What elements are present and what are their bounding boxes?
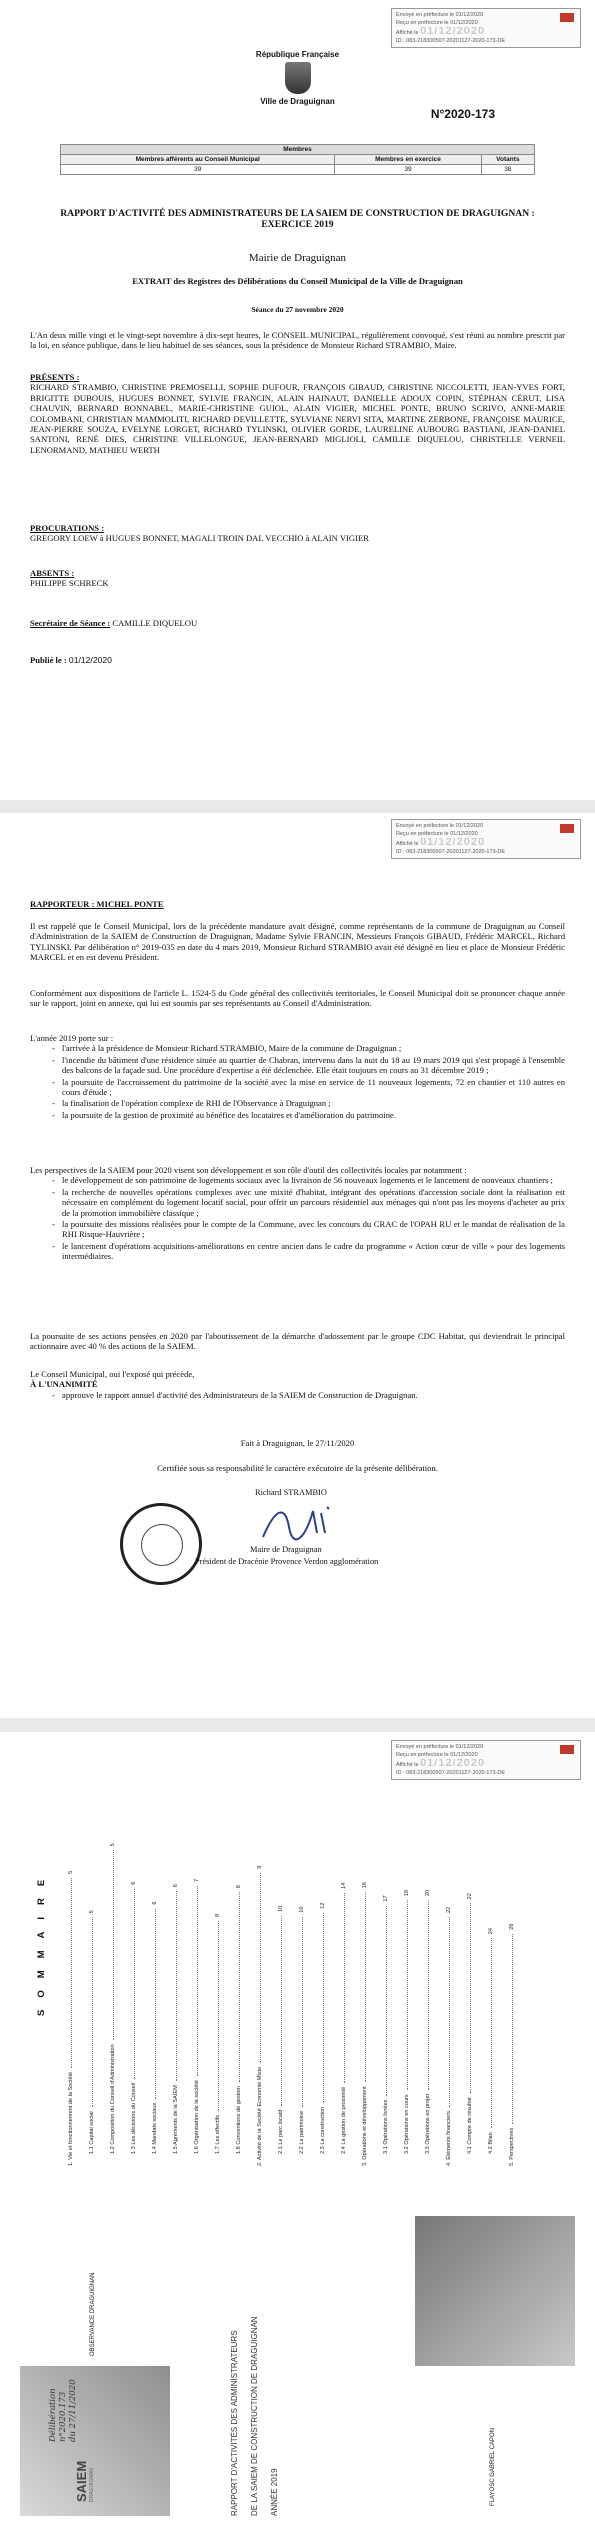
toc-page: 6 [152, 1901, 158, 1905]
toc-entry [383, 1890, 389, 2154]
toc-leader [449, 1917, 450, 2107]
toc-number: 4. [446, 2159, 452, 2166]
republique-label: République Française [255, 50, 340, 59]
toc-page: 18 [404, 1890, 410, 1897]
handwritten-line: Délibération n°2020.173 [48, 2388, 68, 2442]
seance-date: Séance du 27 novembre 2020 [251, 305, 344, 314]
handwritten-note [48, 2342, 78, 2442]
toc-entry [215, 1905, 221, 2154]
toc-title: Conventions de gestion [236, 2086, 242, 2145]
toc-title: Éléments financiers [446, 2110, 452, 2160]
rapporteur-label: RAPPORTEUR : MICHEL PONTE [30, 899, 164, 909]
absents-block [30, 568, 565, 589]
toc-leader [134, 1889, 135, 2079]
toc-number: 1.2 [110, 2144, 116, 2154]
city-crest-icon [285, 62, 311, 94]
intro-paragraph: L'An deux mille vingt et le vingt-sept novembre à dix-sept heures, le CONSEIL MUNICIPAL, régulièrement convoqué, s'est réuni au nombre prescrit par la loi, en séance publique, dans le lieu habituel de ses séances, sous la présidence de Monsieur Richard STRAMBIO, Maire. [30, 330, 565, 351]
toc-entry [509, 1918, 515, 2166]
toc-title: Bilan [488, 2132, 494, 2145]
toc-entry [299, 1901, 305, 2154]
rotated-annex [0, 1732, 595, 2536]
cover-title-line: DE LA SAIEM DE CONSTRUCTION DE DRAGUIGNAN [250, 2316, 259, 2516]
absents-text: PHILIPPE SCHRECK [30, 578, 109, 589]
toc-entry [341, 1877, 347, 2154]
members-header: Membres en exercice [335, 155, 481, 165]
toc-entry [278, 1900, 284, 2154]
stamp-date: 01/12/2020 [420, 838, 486, 848]
toc-entry [362, 1876, 368, 2166]
decision-block [30, 1369, 565, 1401]
paragraph-article: Conformément aux dispositions de l'article L. 1524-5 du Code général des collectivités territoriales, le Conseil Municipal doit se prononcer chaque année sur le rapport, joint en annexe, qui lui est soumis par ses représentants au Conseil d'Administration. [30, 988, 565, 1009]
toc-entry [131, 1873, 137, 2154]
cover-photo-flayosc [415, 2216, 575, 2366]
publie-block [30, 655, 565, 665]
list-item: - le lancement d'opérations acquisitions-améliorations en centre ancien dans le cadre du programme « Action cœur de ville » pour des logements intermédiaires. [62, 1241, 565, 1262]
members-value: 38 [481, 165, 534, 175]
publie-label: Publié le : [30, 655, 67, 665]
list-item: - la finalisation de l'opération complexe de RHI de l'Observance à Draguignan ; [62, 1098, 565, 1108]
toc-number: 2. [257, 2160, 263, 2166]
stamp-id: ID : 083-218300507-20201127-2020-173-DE [396, 849, 506, 855]
stamp-line: Reçu en préfecture le 01/12/2020 [396, 831, 478, 837]
procurations-text: GREGORY LOEW à HUGUES BONNET, MAGALI TROIN DAL VECCHIO à ALAIN VIGIER [30, 533, 369, 544]
toc-entry [173, 1875, 179, 2154]
presents-block [30, 372, 565, 455]
list-item: - l'incendie du bâtiment d'une résidence située au quartier de Chabran, intervenu dans la nuit du 18 au 19 mars 2019 qui s'est propagé à l'ensemble des balcons de la façade sud. Une procédure d'expertise a été déclenchée. Elle était toujours en cours au 31 décembre 2019 ; [62, 1055, 565, 1076]
cover-title [225, 2216, 285, 2516]
members-table [60, 144, 535, 175]
toc-title: Opérations et développement [362, 2086, 368, 2160]
members-value: 39 [335, 165, 481, 175]
toc-title: Le parc locatif [278, 2109, 284, 2145]
stamp-line: Envoyé en préfecture le 01/12/2020 [396, 823, 484, 829]
signer-name: Richard STRAMBIO [255, 1488, 327, 1497]
toc-leader [197, 1886, 198, 2076]
toc-number: 2.2 [299, 2144, 305, 2154]
toc-number: 2.3 [320, 2144, 326, 2154]
cover-photo-observance [20, 2366, 170, 2516]
toc-leader [260, 1873, 261, 2063]
toc-leader [281, 1916, 282, 2106]
toc-number: 1.4 [152, 2144, 158, 2154]
letterhead [0, 50, 595, 106]
toc-entry [110, 1834, 116, 2154]
toc-number: 2.1 [278, 2144, 284, 2154]
members-caption: Membres [61, 145, 535, 155]
stamp-line: Reçu en préfecture le 01/12/2020 [396, 20, 478, 26]
toc-number: 1.7 [215, 2144, 221, 2154]
toc-entry [404, 1884, 410, 2154]
procurations-block [30, 523, 565, 544]
toc-entry [152, 1893, 158, 2154]
toc-number: 1.3 [131, 2144, 137, 2154]
toc-leader [491, 1938, 492, 2128]
toc-number: 1.6 [194, 2144, 200, 2154]
toc-title: Perspectives [509, 2127, 515, 2160]
signer-role: Maire de Draguignan [250, 1545, 322, 1554]
toc-page: 10 [278, 1905, 284, 1912]
toc-leader [239, 1892, 240, 2082]
certification-text: Certifiée sous sa responsabilité le caractère exécutoire de la présente délibération. [157, 1463, 438, 1473]
cover-title-line: RAPPORT D'ACTIVITÉS DES ADMINISTRATEURS [230, 2330, 239, 2516]
toc-leader [218, 1921, 219, 2111]
toc-entry [488, 1922, 494, 2154]
toc-title: Les effectifs [215, 2114, 221, 2145]
stamp-id: ID : 083-218300507-20201127-2020-173-DE [396, 38, 506, 44]
stamp-line: Envoyé en préfecture le 01/12/2020 [396, 12, 484, 18]
toc-page: 24 [488, 1927, 494, 1935]
secretaire-label: Secrétaire de Séance : [30, 618, 111, 628]
unanimite-label: À L'UNANIMITÉ [30, 1379, 98, 1390]
toc-title: La construction [320, 2106, 326, 2145]
toc-title: Agréments de la SAIEM [173, 2085, 179, 2145]
stamp-flag-icon [560, 13, 574, 22]
list-item: - la poursuite de l'accroissement du patrimoine de la société avec la mise en service de 11 nouveaux logements, 72 en chantier et 110 autres en cours d'étude ; [62, 1077, 565, 1098]
stamp-date: 01/12/2020 [420, 27, 486, 37]
toc-entry [257, 1857, 263, 2166]
toc-page: 5 [110, 1843, 116, 1847]
stamp-line: Envoyé en préfecture le 01/12/2020 [396, 1744, 484, 1750]
deliberation-number: N°2020-173 [430, 107, 495, 121]
logo-text: SAIEM [74, 2460, 89, 2502]
toc-page: 26 [509, 1923, 515, 1930]
year-label: L'année 2019 porte sur : [30, 1033, 114, 1043]
secretaire-block [30, 618, 565, 628]
members-header: Membres afférents au Conseil Municipal [61, 155, 335, 165]
toc-title: Opérations en projet [425, 2093, 431, 2145]
handwritten-signature-icon [255, 1499, 345, 1544]
toc-title: Opérations livrées [383, 2099, 389, 2145]
toc-title: Vie et fonctionnement de la Société [68, 2071, 74, 2160]
stamp-id: ID : 083-218300507-20201127-2020-173-DE [396, 1770, 506, 1776]
toc-page: 5 [89, 1910, 95, 1914]
toc-number: 1.8 [236, 2144, 242, 2154]
toc-entry [446, 1901, 452, 2166]
mairie-seal-icon [120, 1503, 202, 1585]
table-of-contents [28, 1756, 568, 2166]
toc-entry [425, 1884, 431, 2154]
toc-page: 10 [299, 1906, 305, 1913]
perspectives-intro: Les perspectives de la SAIEM pour 2020 visent son développement et son rôle d'outil des collectivités locales par notamment : [30, 1165, 467, 1175]
fait-le: Fait à Draguignan, le 27/11/2020 [240, 1438, 355, 1448]
page-1 [0, 0, 595, 800]
toc-page: 6 [173, 1884, 179, 1888]
page-2 [0, 813, 595, 1718]
toc-number: 1. [68, 2159, 74, 2166]
handwritten-line: du 27/11/2020 [68, 2379, 78, 2442]
toc-entry [68, 1862, 74, 2166]
members-value: 39 [61, 165, 335, 175]
toc-number: 4.2 [488, 2144, 494, 2154]
toc-leader [323, 1913, 324, 2103]
paragraph-cdc: La poursuite de ses actions pensées en 2020 par l'aboutissement de la démarche d'adossement par le groupe CDC Habitat, qui deviendrait le principal actionnaire avec 40 % des actions de la SAIEM. [30, 1331, 565, 1352]
paragraph-designation: Il est rappelé que le Conseil Municipal, lors de la précédente mandature avait désigné, comme représentants de la commune de Draguignan au Conseil d'Administration de la SAIEM de Construction de Draguignan, Madame Sylvie FRANCIN, Messieurs François GIBAUD, Frédéric MARCEL, Richard TYLINSKI. Par délibération n° 2019-035 en date du 4 mars 2019, Monsieur Richard STRAMBIO avait été désigné en lieu et place de Monsieur Frédéric MARCEL et en est devenu Président. [30, 921, 565, 963]
stamp-label: Affiché le [396, 30, 419, 36]
toc-entry [236, 1876, 242, 2154]
toc-page: 5 [68, 1870, 74, 1874]
decision-text: - approuve le rapport annuel d'activité des Administrateurs de la SAIEM de Construction de Draguignan. [62, 1390, 565, 1400]
report-title: RAPPORT D'ACTIVITÉ DES ADMINISTRATEURS DE LA SAIEM DE CONSTRUCTION DE DRAGUIGNAN : EXERCICE 2019 [60, 208, 535, 230]
toc-title: Les décisions du Conseil [131, 2082, 137, 2145]
stamp-flag-icon [560, 824, 574, 833]
toc-number: 2.4 [341, 2144, 347, 2154]
stamp-label: Affiché le [396, 841, 419, 847]
mairie-heading: Mairie de Draguignan [248, 252, 347, 264]
signer-role: Président de Dracénie Provence Verdon agglomération [195, 1557, 379, 1566]
toc-number: 3.3 [425, 2144, 431, 2154]
toc-leader [470, 1903, 471, 2093]
toc-title: Composition du Conseil d'Administration [110, 2044, 116, 2145]
toc-leader [71, 1878, 72, 2068]
toc-page: 22 [446, 1906, 452, 1913]
extrait-heading: EXTRAIT des Registres des Délibérations du Conseil Municipal de la Ville de Draguignan [132, 276, 463, 286]
toc-leader [428, 1900, 429, 2090]
conseil-text: Le Conseil Municipal, oui l'exposé qui précède, [30, 1369, 195, 1379]
toc-number: 4.1 [467, 2144, 473, 2154]
toc-page: 6 [131, 1881, 137, 1885]
list-item: - la poursuite des missions réalisées pour le compte de la Commune, avec les concours du CRAC de l'OPAH RU et le mandat de réalisation de la RHI Risque-Hauvrière ; [62, 1219, 565, 1240]
cover-title-line: ANNÉE 2019 [270, 2468, 279, 2516]
toc-leader [386, 1906, 387, 2096]
toc-leader [512, 1934, 513, 2124]
toc-page: 8 [215, 1913, 221, 1917]
toc-title: Activité de la Société Economie Mixte [257, 2066, 263, 2161]
toc-page: 17 [383, 1895, 389, 1902]
toc-entry [194, 1870, 200, 2154]
toc-title: Compte de résultat [467, 2097, 473, 2145]
toc-page: 14 [341, 1882, 347, 1889]
presents-label: PRÉSENTS : [30, 372, 80, 382]
list-item: - la recherche de nouvelles opérations complexes avec une mixité d'habitat, intégrant des opérations d'accession sociale dont la réalisation est nécessaire en complément du logement locatif social, pour offrir un parcours résidentiel aux ménages qui n'ont pas les moyens d'acheter au prix de la promotion immobilière classique ; [62, 1187, 565, 1218]
toc-page: 8 [236, 1885, 242, 1889]
toc-page: 7 [194, 1878, 200, 1882]
toc-entry [467, 1887, 473, 2154]
absents-label: ABSENTS : [30, 568, 75, 578]
toc-number: 3.1 [383, 2144, 389, 2154]
toc-page: 22 [467, 1893, 473, 1900]
prefecture-stamp [391, 819, 581, 859]
toc-page: 20 [425, 1889, 431, 1896]
toc-number: 1.1 [89, 2144, 95, 2154]
toc-leader [344, 1893, 345, 2083]
cover-caption: FLAYOSC GABRIEL CAPON [490, 2427, 496, 2506]
secretaire-name: CAMILLE DIQUELOU [112, 618, 198, 628]
year-2019-block [30, 1033, 565, 1121]
toc-leader [302, 1917, 303, 2107]
toc-page: 16 [362, 1882, 368, 1889]
toc-number: 3. [362, 2159, 368, 2166]
toc-title: Opérations en cours [404, 2094, 410, 2145]
saiem-logo [74, 2461, 95, 2502]
cover-panel [20, 2216, 575, 2516]
toc-leader [176, 1891, 177, 2081]
procurations-label: PROCURATIONS : [30, 523, 105, 533]
toc-number: 3.2 [404, 2144, 410, 2154]
members-header: Votants [481, 155, 534, 165]
list-item: - le développement de son patrimoine de logements sociaux avec la livraison de 56 nouveaux logements et le lancement de nouveaux chantiers ; [62, 1175, 565, 1185]
stamp-label: Affiché le [396, 1762, 419, 1768]
presents-list: RICHARD STRAMBIO, CHRISTINE PREMOSELLI, SOPHIE DUFOUR, FRANÇOIS GIBAUD, CHRISTINE NICCOLETTI, JEAN-YVES FORT, BRIGITTE DUBOUIS, HUGUES BONNET, SYLVIE FRANCIN, ALAIN HAINAUT, DANIELLE ADOUX COPIN, STÉPHAN CÉRUT, LISA CHAUVIN, BERNARD BONNABEL, MARIE-CHRISTINE GUIOL, ALAIN VIGIER, MICHEL PONTE, BRUNO SCRIVO, ANNE-MARIE COLOMBANI, CHRISTIAN MAMMOLITI, RICHARD DEVILLETTE, SYLVIANE NERVI SITA, MARTINE ZERBONE, FRANÇOISE MAURICE, JEAN-PIERRE SOUZA, EVELYNE LORGET, RICHARD TYLINSKI, OLIVIER GORDE, LAURELINE AUBOURG BASTIANI, JEAN-DANIEL SANTONI, RENÉ DIES, CHRISTINE VILLELONGUE, JEAN-BERNARD MIGLIOLI, CAMILLE DIQUELOU, CHRISTELLE VERNEIL LENORMAND, MATHIEU WERTH [30, 382, 565, 455]
publie-date: 01/12/2020 [68, 655, 112, 665]
toc-title: Organisation de la société [194, 2079, 200, 2145]
stamp-date: 01/12/2020 [420, 1759, 486, 1769]
toc-page: 12 [320, 1902, 326, 1909]
toc-leader [155, 1909, 156, 2099]
toc-title: Mandats sociaux [152, 2102, 158, 2145]
toc-entry [89, 1901, 95, 2154]
toc-leader [92, 1917, 93, 2107]
toc-number: 1.5 [173, 2144, 179, 2154]
logo-subtext: DRAGUIGNAN [89, 2468, 95, 2502]
toc-entry [320, 1897, 326, 2154]
sommaire-title: SOMMAIRE [36, 1867, 47, 2016]
list-item: - la poursuite de la gestion de proximité au bénéfice des locataires et d'amélioration du patrimoine. [62, 1110, 565, 1120]
stamp-line: Reçu en préfecture le 01/12/2020 [396, 1752, 478, 1758]
toc-title: Capital social [89, 2111, 95, 2145]
cover-caption: OBSERVANCE DRAGUIGNAN [90, 2272, 96, 2356]
toc-title: La gestion de proximité [341, 2086, 347, 2145]
toc-leader [113, 1850, 114, 2040]
toc-page: 9 [257, 1865, 263, 1869]
prefecture-stamp [391, 8, 581, 48]
page-3-annex [0, 1732, 595, 2536]
list-item: - l'arrivée à la présidence de Monsieur Richard STRAMBIO, Maire de la commune de Draguignan ; [62, 1043, 565, 1053]
toc-leader [407, 1900, 408, 2090]
perspectives-block [30, 1165, 565, 1263]
toc-leader [365, 1892, 366, 2082]
toc-number: 5. [509, 2159, 515, 2166]
toc-title: Le patrimoine [299, 2110, 305, 2145]
city-name: Ville de Draguignan [260, 97, 335, 106]
